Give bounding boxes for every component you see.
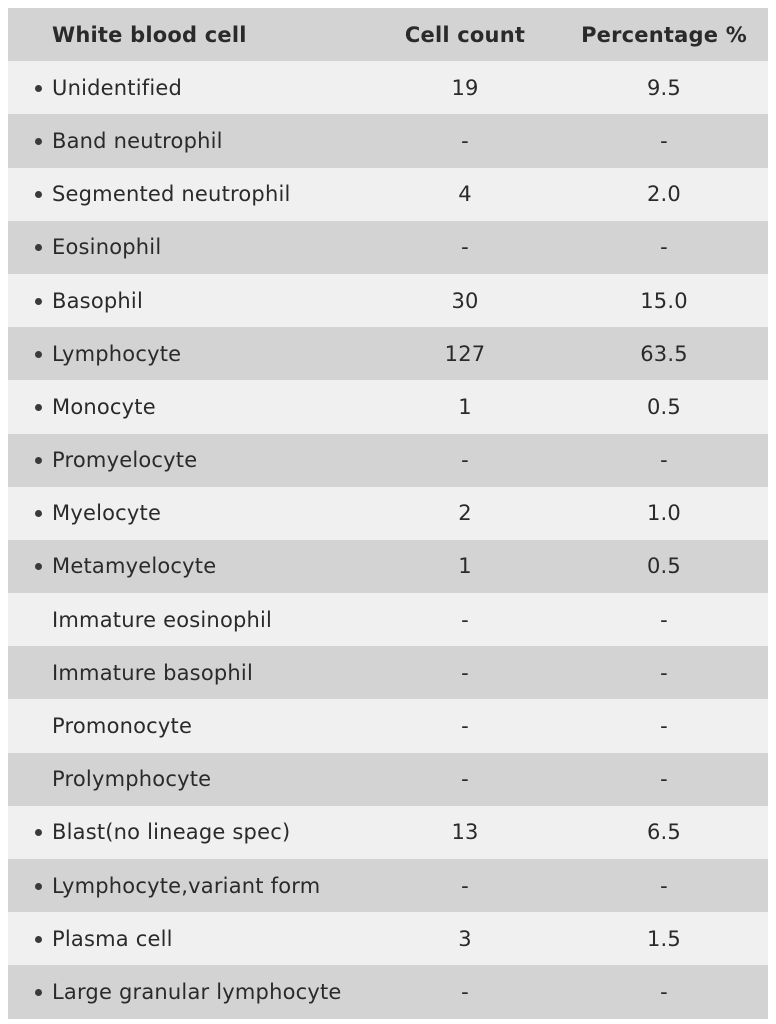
cell-count-value: -: [461, 607, 469, 632]
bullet-icon: [35, 244, 42, 251]
cell-type-name: [8, 395, 376, 419]
cell-type-label: Promyelocyte: [52, 448, 198, 473]
table-row: [8, 806, 768, 859]
cell-type-label: Segmented neutrophil: [52, 182, 291, 207]
percentage-value: 1.5: [647, 926, 681, 951]
table-row: [8, 753, 768, 806]
bullet-icon: [35, 298, 42, 305]
table-row: [8, 965, 768, 1018]
bullet-icon: [35, 883, 42, 890]
cell-type-name: [8, 661, 376, 685]
cell-type-label: Blast(no lineage spec): [52, 820, 291, 845]
percentage-value: 6.5: [647, 820, 681, 845]
cell-count-value: -: [461, 235, 469, 260]
table-row: [8, 434, 768, 487]
cell-type-label: Lymphocyte,variant form: [52, 873, 321, 898]
cell-count-value: 1: [458, 394, 472, 419]
cell-type-name: [8, 980, 376, 1004]
bullet-icon: [35, 563, 42, 570]
cell-type-label: Unidentified: [52, 75, 183, 100]
percentage-value: 0.5: [647, 554, 681, 579]
cell-type-label: Plasma cell: [52, 926, 173, 951]
table-row: [8, 221, 768, 274]
cell-type-name: [8, 182, 376, 206]
bullet-icon: [35, 351, 42, 358]
cell-count-value: 30: [451, 288, 479, 313]
cell-type-name: [8, 714, 376, 738]
cell-count-value: 127: [444, 341, 486, 366]
table-row: [8, 540, 768, 593]
table-row: [8, 646, 768, 699]
table-row: [8, 487, 768, 540]
cell-type-name: [8, 927, 376, 951]
cell-count-value: -: [461, 873, 469, 898]
percentage-value: 1.0: [647, 501, 681, 526]
table-row: [8, 114, 768, 167]
table-row: [8, 699, 768, 752]
cell-type-label: Band neutrophil: [52, 128, 223, 153]
cell-type-label: Eosinophil: [52, 235, 162, 260]
percentage-value: -: [660, 660, 668, 685]
table-row: [8, 168, 768, 221]
cell-type-label: Myelocyte: [52, 501, 162, 526]
percentage-value: -: [660, 714, 668, 739]
table-row: [8, 61, 768, 114]
header-percentage: Percentage %: [581, 22, 747, 47]
cell-count-value: 13: [451, 820, 479, 845]
percentage-value: 2.0: [647, 182, 681, 207]
cell-type-label: Monocyte: [52, 394, 156, 419]
header-cell-count: Cell count: [404, 22, 526, 47]
table-header-row: [8, 8, 768, 61]
bullet-icon: [35, 457, 42, 464]
table-row: [8, 859, 768, 912]
cell-type-name: [8, 448, 376, 472]
table-row: [8, 593, 768, 646]
bullet-icon: [35, 510, 42, 517]
bullet-icon: [35, 191, 42, 198]
table-row: [8, 327, 768, 380]
cell-type-label: Immature basophil: [52, 660, 253, 685]
cell-type-label: Immature eosinophil: [52, 607, 273, 632]
cell-type-name: [8, 289, 376, 313]
cell-count-value: -: [461, 448, 469, 473]
percentage-value: -: [660, 873, 668, 898]
cell-type-label: Basophil: [52, 288, 143, 313]
percentage-value: -: [660, 607, 668, 632]
cell-type-name: [8, 501, 376, 525]
table-row: [8, 274, 768, 327]
cell-type-label: Large granular lymphocyte: [52, 979, 342, 1004]
cell-type-name: [8, 820, 376, 844]
percentage-value: -: [660, 128, 668, 153]
percentage-value: 0.5: [647, 394, 681, 419]
cell-type-label: Lymphocyte: [52, 341, 182, 366]
percentage-value: -: [660, 235, 668, 260]
percentage-value: 9.5: [647, 75, 681, 100]
cell-type-name: [8, 235, 376, 259]
percentage-value: 63.5: [640, 341, 688, 366]
bullet-icon: [35, 404, 42, 411]
cell-type-name: [8, 129, 376, 153]
bullet-icon: [35, 989, 42, 996]
cell-count-value: -: [461, 660, 469, 685]
cell-type-name: [8, 874, 376, 898]
cell-count-value: 19: [451, 75, 479, 100]
bullet-icon: [35, 138, 42, 145]
bullet-icon: [35, 85, 42, 92]
cell-type-label: Promonocyte: [52, 714, 193, 739]
cell-count-value: -: [461, 767, 469, 792]
bullet-icon: [35, 936, 42, 943]
percentage-value: -: [660, 767, 668, 792]
cell-count-value: 2: [458, 501, 472, 526]
header-white-blood-cell: White blood cell: [52, 22, 247, 47]
white-blood-cell-table: [8, 8, 768, 1019]
cell-type-name: [8, 554, 376, 578]
table-row: [8, 912, 768, 965]
cell-type-name: [8, 608, 376, 632]
bullet-icon: [35, 829, 42, 836]
cell-type-label: Metamyelocyte: [52, 554, 217, 579]
table-body: [8, 61, 768, 1018]
percentage-value: -: [660, 448, 668, 473]
cell-type-label: Prolymphocyte: [52, 767, 212, 792]
percentage-value: 15.0: [640, 288, 688, 313]
cell-type-name: [8, 342, 376, 366]
table-row: [8, 380, 768, 433]
cell-count-value: 4: [458, 182, 472, 207]
cell-count-value: 1: [458, 554, 472, 579]
cell-count-value: 3: [458, 926, 472, 951]
cell-type-name: [8, 767, 376, 791]
cell-count-value: -: [461, 714, 469, 739]
cell-count-value: -: [461, 979, 469, 1004]
cell-count-value: -: [461, 128, 469, 153]
percentage-value: -: [660, 979, 668, 1004]
cell-type-name: [8, 76, 376, 100]
